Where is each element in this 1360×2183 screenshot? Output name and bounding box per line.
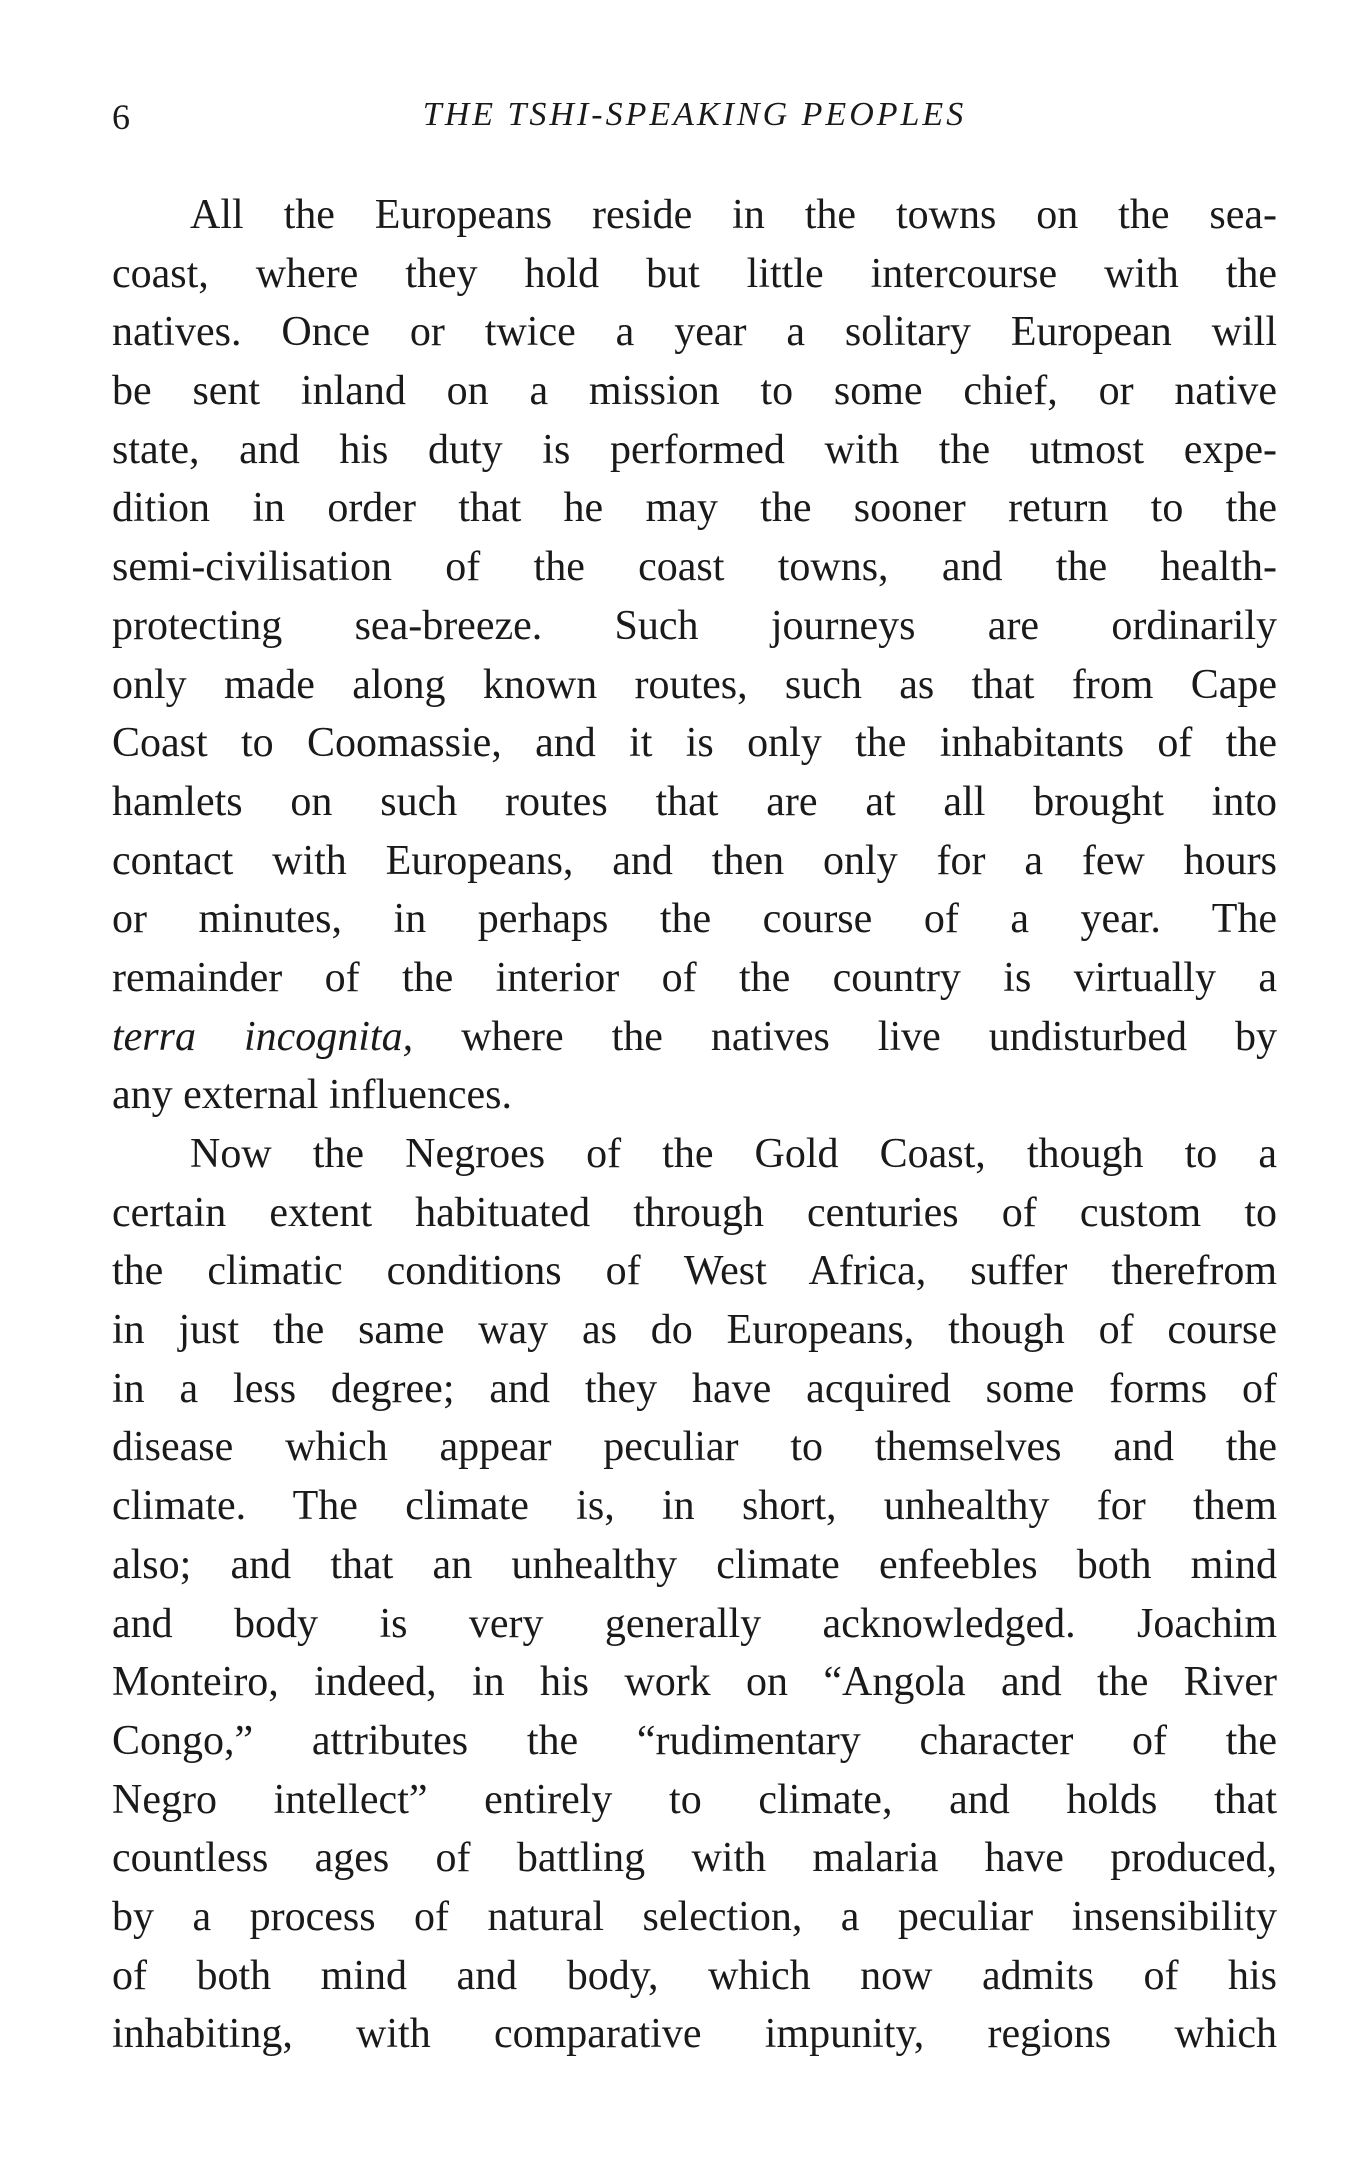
text-line: contact with Europeans, and then only for a few hours [112, 837, 1277, 884]
paragraph [112, 186, 1277, 1125]
text-line: disease which appear peculiar to themselves and the [112, 1424, 1277, 1471]
text-line: state, and his duty is performed with the utmost expe- [112, 426, 1277, 473]
text-line: Coast to Coomassie, and it is only the inhabitants of the [112, 720, 1277, 767]
text-line: Monteiro, indeed, in his work on “Angola and the River [112, 1659, 1277, 1706]
text-line: coast, where they hold but little intercourse with the [112, 250, 1277, 297]
page-number: 6 [112, 97, 130, 137]
text-line: of both mind and body, which now admits of his [112, 1952, 1277, 1999]
text-line: hamlets on such routes that are at all brought into [112, 778, 1277, 825]
text-line: climate. The climate is, in short, unhealthy for them [112, 1483, 1277, 1530]
text-line: inhabiting, with comparative impunity, regions which [112, 2011, 1277, 2058]
text-line: be sent inland on a mission to some chief, or native [112, 368, 1277, 415]
text-line: natives. Once or twice a year a solitary European will [112, 309, 1277, 356]
text-line: only made along known routes, such as that from Cape [112, 661, 1277, 708]
running-title: THE TSHI-SPEAKING PEOPLES [422, 96, 967, 133]
text-line: All the Europeans reside in the towns on the sea- [190, 192, 1277, 238]
text-line: the climatic conditions of West Africa, suffer therefrom [112, 1248, 1277, 1295]
text-line: Congo,” attributes the “rudimentary character of the [112, 1717, 1277, 1764]
text-line: by a process of natural selection, a peculiar insensibility [112, 1893, 1277, 1940]
text-line: semi-civilisation of the coast towns, and the health- [112, 544, 1277, 591]
italic-phrase: terra incognita, [112, 1013, 414, 1060]
text-line: certain extent habituated through centuries of custom to [112, 1189, 1277, 1236]
text-line: Negro intellect” entirely to climate, and holds that [112, 1776, 1277, 1823]
text-line: remainder of the interior of the country is virtually a [112, 954, 1277, 1001]
page-body [112, 186, 1277, 2064]
text-line: and body is very generally acknowledged. Joachim [112, 1600, 1277, 1647]
text-line: dition in order that he may the sooner return to the [112, 485, 1277, 532]
page-header [112, 96, 1277, 146]
text-line [112, 1008, 1277, 1067]
text-line: any external influences. [112, 1072, 512, 1119]
text-line: or minutes, in perhaps the course of a year. The [112, 896, 1277, 943]
text-line: in a less degree; and they have acquired some forms of [112, 1365, 1277, 1412]
text-line: also; and that an unhealthy climate enfeebles both mind [112, 1541, 1277, 1588]
paragraph [112, 1125, 1277, 2064]
text-run: where the natives live undisturbed by [413, 1013, 1277, 1060]
text-line: in just the same way as do Europeans, though of course [112, 1307, 1277, 1354]
text-line: Now the Negroes of the Gold Coast, though to a [190, 1131, 1277, 1177]
text-line: countless ages of battling with malaria have produced, [112, 1835, 1277, 1882]
text-line: protecting sea-breeze. Such journeys are ordinarily [112, 602, 1277, 649]
